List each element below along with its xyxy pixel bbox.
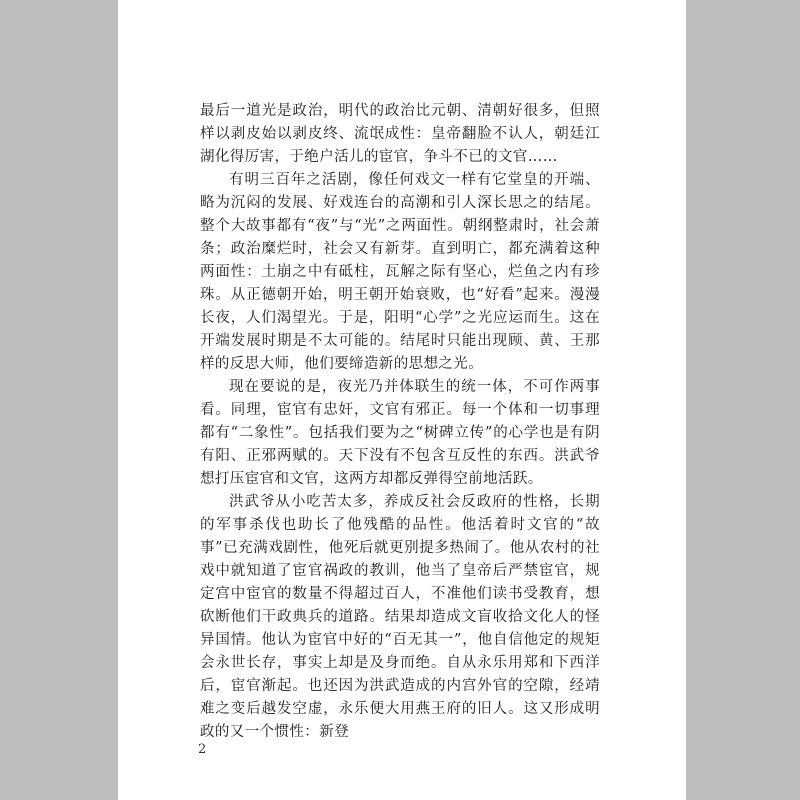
paragraph-1: 最后一道光是政治，明代的政治比元朝、清朝好很多，但照样以剥皮始以剥皮终、流氓成性：皇帝翻脸不认人，朝廷江湖化得厉害，于绝户活儿的宦官，争斗不已的文官…… xyxy=(200,103,600,165)
paragraph-2: 有明三百年之活剧，像任何戏文一样有它堂皇的开端、略为沉闷的发展、好戏连台的高潮和引人深长思之的结尾。整个大故事都有“夜”与“光”之两面性。朝纲整肃时，社会萧条；政治糜烂时，社会又有新芽。直到明亡，都充满着这种两面性：土崩之中有砥柱，瓦解之际有坚心，烂鱼之内有珍珠。从正德朝开始，明王朝开始衰败，也“好看”起来。漫漫长夜，人们渴望光。于是，阳明“心学”之光应运而生。这在开端发展时期是不太可能的。结尾时只能出现顾、黄、王那样的反思大师，他们要缔造新的思想之光。 xyxy=(200,172,600,372)
paragraph-4: 洪武爷从小吃苦太多，养成反社会反政府的性格，长期的军事杀伐也助长了他残酷的品性。他活着时文官的“故事”已充满戏剧性，他死后就更别提多热闹了。他从农村的社戏中就知道了宦官祸政的教训，他当了皇帝后严禁宦官，规定宫中宦官的数量不得超过百人，不准他们读书受教育，想砍断他们干政典兵的道路。结果却造成文盲收拾文化人的怪异国情。他认为宦官中好的“百无其一”，他自信他定的规矩会永世长存，事实上却是及身而绝。自从永乐用郑和下西洋后，宦官渐起。也还因为洪武造成的内宫外官的空隙，经靖难之变后越发空虚，永乐便大用燕王府的旧人。这又形成明政的又一个惯性：新登 xyxy=(200,494,600,740)
book-page xyxy=(118,0,686,800)
page-number: 2 xyxy=(198,742,207,757)
paragraph-3: 现在要说的是，夜光乃并体联生的统一体，不可作两事看。同理，宦官有忠奸，文官有邪正。每一个体和一切事理都有“二象性”。包括我们要为之“树碑立传”的心学也是有阴有阳、正邪两赋的。天下没有不包含互反性的东西。洪武爷想打压宦官和文官，这两方却都反弹得空前地活跃。 xyxy=(200,379,600,487)
body-text xyxy=(200,100,600,744)
